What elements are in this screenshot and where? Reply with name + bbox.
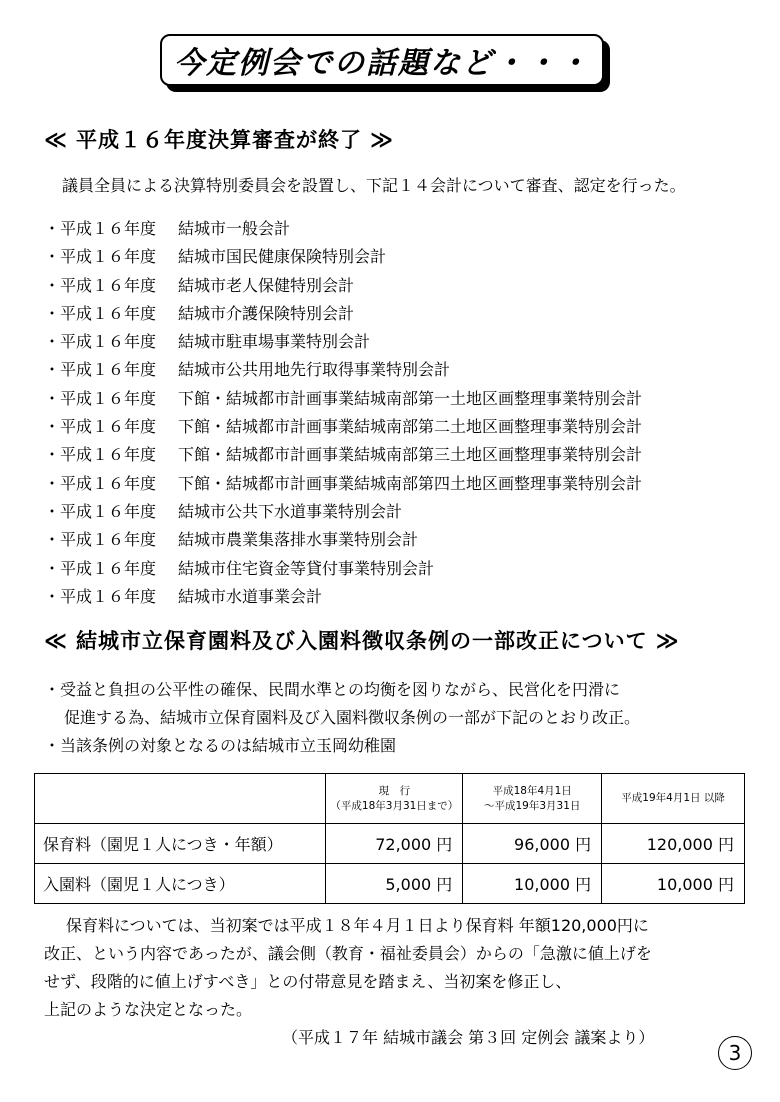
section1-heading-text: 平成１６年度決算審査が終了: [76, 128, 363, 152]
list-item: ・平成１６年度 結城市農業集落排水事業特別会計: [44, 530, 419, 550]
table-header-current: 現 行 （平成18年3月31日まで）: [326, 774, 463, 824]
section2-bullet1-line2: 促進する為、結城市立保育園料及び入園料徴収条例の一部が下記のとおり改正。: [64, 708, 641, 727]
note-line: せず、段階的に値上げすべき」との付帯意見を踏まえ、当初案を修正し、: [44, 972, 572, 991]
table-cell-value: 10,000 円: [602, 864, 745, 904]
list-item: ・平成１６年度 結城市水道事業会計: [44, 586, 323, 606]
close-bracket-icon: ≫: [655, 629, 680, 654]
list-item: ・平成１６年度 下館・結城都市計画事業結城南部第一土地区画整理事業特別会計: [44, 388, 643, 408]
list-item: ・平成１６年度 結城市公共用地先行取得事業特別会計: [44, 360, 451, 380]
page-title: 今定例会での話題など・・・: [174, 46, 590, 81]
section2-heading: [36, 625, 688, 655]
table-header-row: [35, 774, 745, 824]
open-bracket-icon: ≪: [44, 629, 69, 654]
list-item: ・平成１６年度 結城市公共下水道事業特別会計: [44, 501, 403, 521]
section2-bullet2: ・当該条例の対象となるのは結城市立玉岡幼稚園: [44, 736, 397, 755]
table-cell-value: 120,000 円: [602, 824, 745, 864]
list-item: ・平成１６年度 結城市駐車場事業特別会計: [44, 332, 371, 352]
note-line: 上記のような決定となった。: [44, 1000, 253, 1019]
fee-table: [34, 773, 745, 904]
section2-heading-text: 結城市立保育園料及び入園料徴収条例の一部改正について: [76, 629, 648, 653]
list-item: ・平成１６年度 結城市老人保健特別会計: [44, 275, 355, 295]
page-title-box: [160, 34, 604, 86]
table-cell-value: 72,000 円: [326, 824, 463, 864]
section1-heading: [36, 124, 402, 154]
note-line: 保育料については、当初案では平成１８年４月１日より保育料 年額120,000円に: [66, 916, 649, 935]
close-bracket-icon: ≫: [370, 128, 395, 153]
list-item: ・平成１６年度 結城市住宅資金等貸付事業特別会計: [44, 558, 435, 578]
table-row: [35, 864, 745, 904]
section1-intro: 議員全員による決算特別委員会を設置し、下記１４会計について審査、認定を行った。: [62, 176, 686, 195]
table-row: [35, 824, 745, 864]
table-header-blank: [35, 774, 326, 824]
list-item: ・平成１６年度 下館・結城都市計画事業結城南部第四土地区画整理事業特別会計: [44, 473, 643, 493]
list-item: ・平成１６年度 結城市介護保険特別会計: [44, 303, 355, 323]
table-cell-label: 保育料（園児１人につき・年額）: [35, 824, 326, 864]
table-cell-value: 5,000 円: [326, 864, 463, 904]
account-list: [44, 215, 642, 611]
list-item: ・平成１６年度 下館・結城都市計画事業結城南部第二土地区画整理事業特別会計: [44, 417, 643, 437]
open-bracket-icon: ≪: [44, 128, 69, 153]
section2-bullet1-line1: ・受益と負担の公平性の確保、民間水準との均衡を図りながら、民営化を円滑に: [44, 680, 621, 699]
source-note: （平成１７年 結城市議会 第３回 定例会 議案より）: [282, 1028, 655, 1047]
table-cell-value: 96,000 円: [463, 824, 602, 864]
table-cell-value: 10,000 円: [463, 864, 602, 904]
list-item: ・平成１６年度 結城市国民健康保険特別会計: [44, 247, 387, 267]
list-item: ・平成１６年度 下館・結城都市計画事業結城南部第三土地区画整理事業特別会計: [44, 445, 643, 465]
table-header-h19: 平成19年4月1日 以降: [602, 774, 745, 824]
page-number: 3: [718, 1036, 752, 1070]
list-item: ・平成１６年度 結城市一般会計: [44, 219, 291, 238]
table-cell-label: 入園料（園児１人につき）: [35, 864, 326, 904]
table-header-h18: 平成18年4月1日 ～平成19年3月31日: [463, 774, 602, 824]
note-line: 改正、という内容であったが、議会側（教育・福祉委員会）からの「急激に値上げを: [44, 944, 652, 963]
